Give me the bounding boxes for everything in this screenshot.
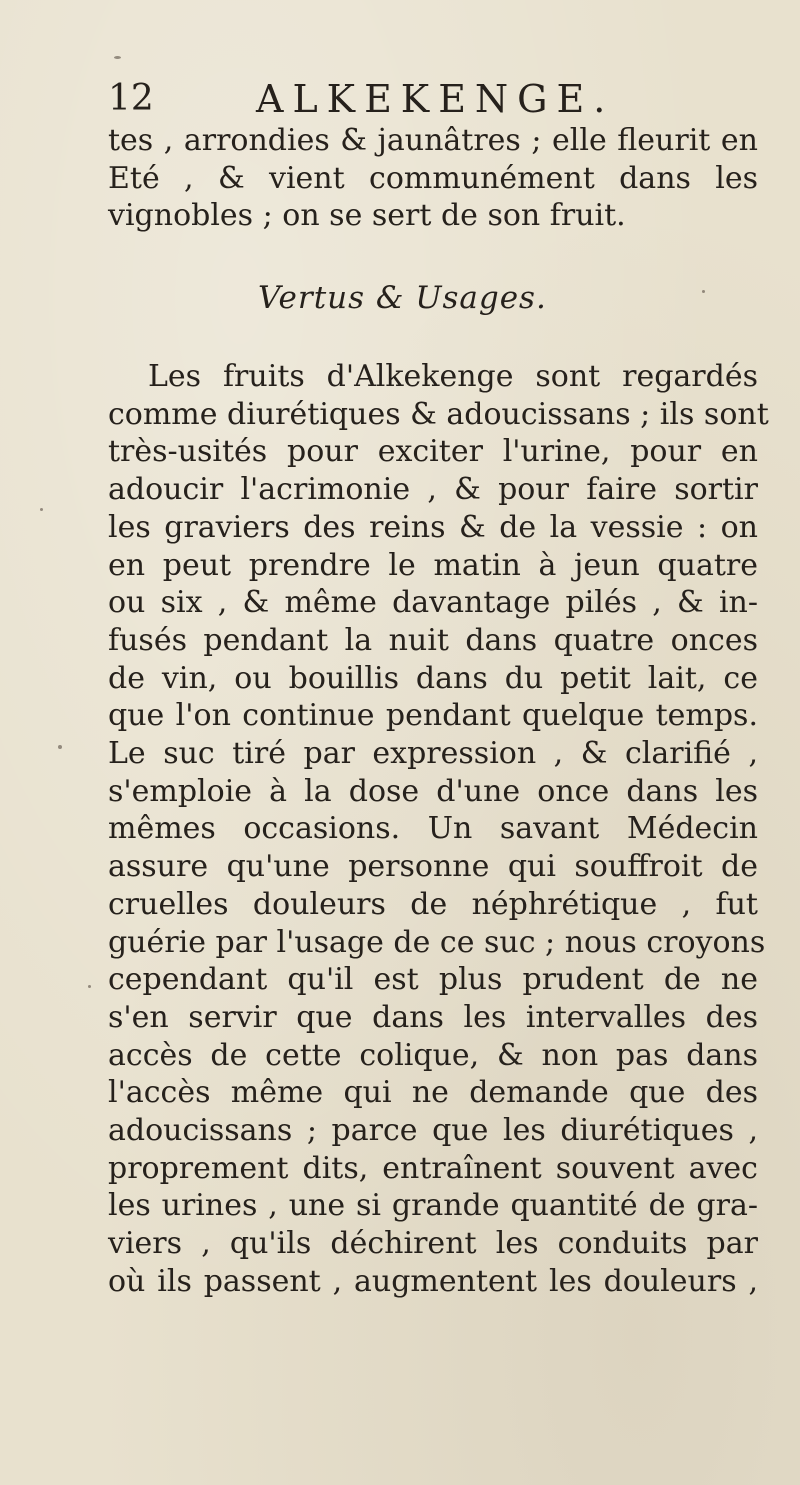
paper-speck <box>114 56 121 59</box>
paper-speck <box>88 985 91 988</box>
text-line: viers , qu'ils déchirent les conduits par <box>108 1226 758 1262</box>
text-line: fusés pendant la nuit dans quatre onces <box>108 622 758 658</box>
paper-speck <box>58 745 62 749</box>
text-line: comme diurétiques & adoucissans ; ils sont <box>108 396 769 432</box>
text-line: Les fruits d'Alkekenge sont regardés <box>148 359 758 394</box>
text-line: adoucir l'acrimonie , & pour faire sortir <box>108 472 758 508</box>
text-line: vignobles ; on se sert de son fruit. <box>108 198 626 233</box>
body-paragraph <box>108 358 768 1301</box>
running-title: ALKEKENGE. <box>256 77 615 121</box>
text-line: cependant qu'il est plus prudent de ne <box>108 962 758 998</box>
text-line: s'en servir que dans les intervalles des <box>108 999 758 1035</box>
continued-paragraph <box>108 122 768 235</box>
running-head <box>108 76 628 122</box>
text-line: Le suc tiré par expression , & clarifié , <box>108 736 758 772</box>
section-heading: Vertus & Usages. <box>258 280 547 316</box>
page-number: 12 <box>108 78 154 119</box>
text-line: très-usités pour exciter l'urine, pour en <box>108 434 758 470</box>
text-line: accès de cette colique, & non pas dans <box>108 1037 758 1073</box>
text-line: que l'on continue pendant quelque temps. <box>108 698 758 734</box>
text-line: proprement dits, entraînent souvent avec <box>108 1150 758 1186</box>
text-line: Eté , & vient communément dans les <box>108 160 758 196</box>
text-line: ou six , & même davantage pilés , & in- <box>108 585 758 621</box>
text-line: de vin, ou bouillis dans du petit lait, ce <box>108 660 758 696</box>
text-line: en peut prendre le matin à jeun quatre <box>108 547 758 583</box>
text-line: cruelles douleurs de néphrétique , fut <box>108 886 758 922</box>
text-line: guérie par l'usage de ce suc ; nous croyons <box>108 924 766 960</box>
text-line: mêmes occasions. Un savant Médecin <box>108 811 758 847</box>
text-line: adoucissans ; parce que les diurétiques , <box>108 1113 758 1149</box>
text-line: où ils passent , augmentent les douleurs , <box>108 1263 758 1299</box>
text-line: assure qu'une personne qui souffroit de <box>108 849 758 885</box>
paper-speck <box>702 290 705 293</box>
paper-speck <box>40 508 43 511</box>
text-line: les urines , une si grande quantité de gra- <box>108 1188 758 1224</box>
text-line: les graviers des reins & de la vessie : on <box>108 509 758 545</box>
text-line: tes , arrondies & jaunâtres ; elle fleurit en <box>108 123 758 158</box>
text-line: l'accès même qui ne demande que des <box>108 1075 758 1111</box>
text-line: s'emploie à la dose d'une once dans les <box>108 773 758 809</box>
